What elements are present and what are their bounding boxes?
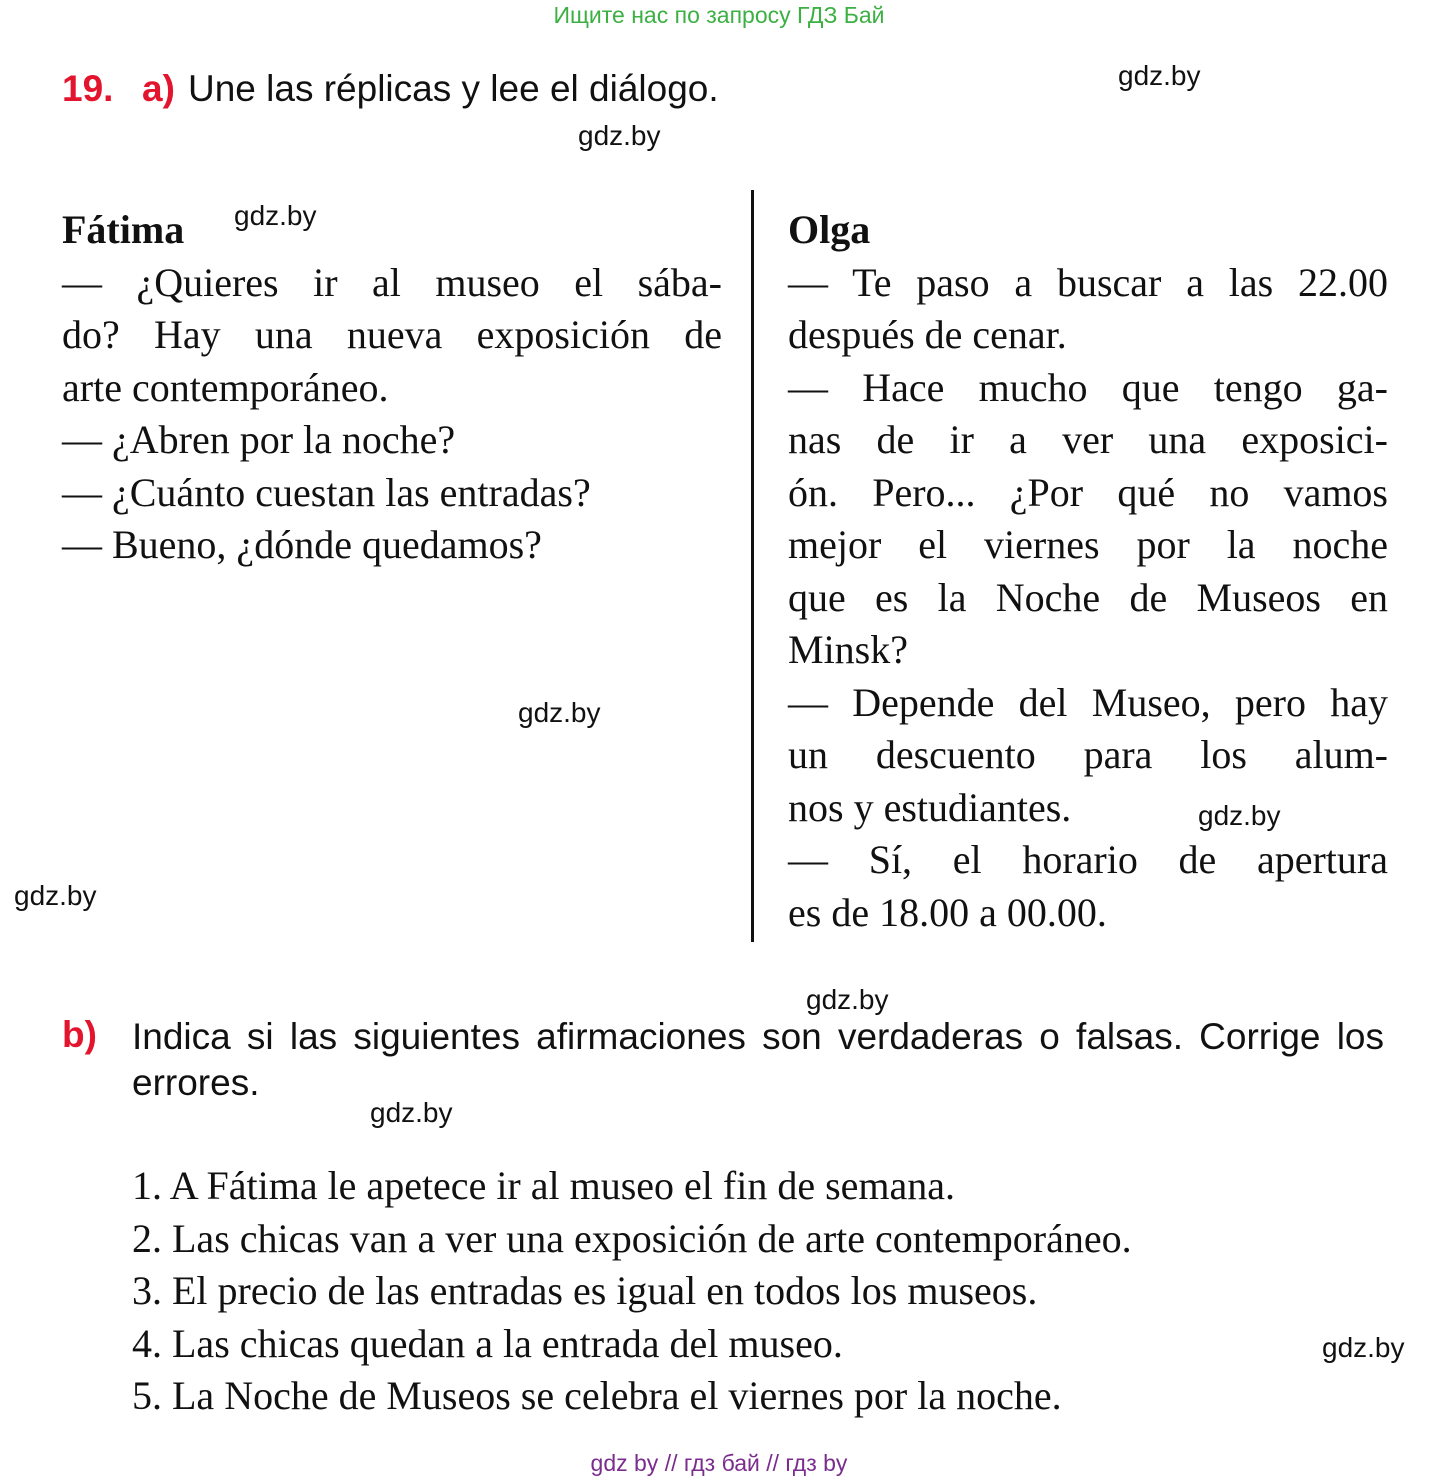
watermark: gdz.by bbox=[14, 880, 97, 911]
dialog-line: es de 18.00 a 00.00. bbox=[788, 889, 1107, 935]
footer-watermark: gdz by // гдз бай // гдз by bbox=[590, 1450, 848, 1476]
dialog-line: que es la Noche de Museos en bbox=[788, 574, 1388, 620]
watermark: gdz.by bbox=[1322, 1332, 1405, 1363]
dialog-line: — ¿Quieres ir al museo el sába- bbox=[62, 259, 722, 305]
watermark: gdz.by bbox=[518, 697, 601, 728]
dialog-line: — ¿Cuánto cuestan las entradas? bbox=[62, 469, 591, 515]
dialog-line: — Hace mucho que tengo ga- bbox=[788, 364, 1388, 410]
watermark: gdz.by bbox=[578, 120, 661, 151]
exercise-number: 19. bbox=[62, 68, 114, 109]
dialog-line: Minsk? bbox=[788, 627, 908, 672]
watermark: gdz.by bbox=[370, 1097, 453, 1128]
dialog-line: después de cenar. bbox=[788, 312, 1067, 357]
dialog-line: ón. Pero... ¿Por qué no vamos bbox=[788, 469, 1388, 515]
dialog-line: mejor el viernes por la noche bbox=[788, 522, 1388, 567]
watermark: gdz.by bbox=[1198, 800, 1281, 831]
dialog-line: — Te paso a buscar a las 22.00 bbox=[788, 259, 1388, 305]
dialog-line: un descuento para los alum- bbox=[788, 732, 1388, 777]
dialog-line: nas de ir a ver una exposici- bbox=[788, 417, 1388, 462]
dialog-column-olga bbox=[788, 204, 1388, 939]
speaker-name: Fátima bbox=[62, 207, 185, 252]
dialog-line: nos y estudiantes. bbox=[788, 784, 1072, 830]
top-banner: Ищите нас по запросу ГДЗ Бай bbox=[553, 2, 885, 28]
watermark: gdz.by bbox=[806, 984, 889, 1015]
statement-item: 4. Las chicas quedan a la entrada del museo. bbox=[132, 1320, 843, 1366]
watermark: gdz.by bbox=[1118, 60, 1201, 91]
statement-item: 5. La Noche de Museos se celebra el viernes por la noche. bbox=[132, 1373, 1062, 1418]
part-b-letter: b) bbox=[62, 1014, 97, 1055]
speaker-name: Olga bbox=[788, 207, 871, 252]
statement-item: 1. A Fátima le apetece ir al museo el fin de semana. bbox=[132, 1163, 956, 1208]
part-a-letter: a) bbox=[142, 68, 175, 109]
statement-item: 2. Las chicas van a ver una exposición de arte contemporáneo. bbox=[132, 1215, 1132, 1261]
part-a-instruction: Une las réplicas y lee el diálogo. bbox=[188, 68, 719, 109]
statements-list bbox=[132, 1160, 1392, 1423]
part-b-instruction: Indica si las siguientes afirmaciones son verdaderas o falsas. Corrige los errores. bbox=[132, 1016, 1384, 1103]
dialog-column-fatima bbox=[62, 204, 722, 572]
statement-item: 3. El precio de las entradas es igual en todos los museos. bbox=[132, 1268, 1038, 1313]
dialog-line: — Bueno, ¿dónde quedamos? bbox=[62, 522, 542, 567]
watermark: gdz.by bbox=[234, 200, 317, 231]
dialog-line: do? Hay una nueva exposición de bbox=[62, 312, 722, 357]
dialog-line: — ¿Abren por la noche? bbox=[62, 417, 456, 462]
column-divider bbox=[751, 190, 754, 942]
dialog-line: — Depende del Museo, pero hay bbox=[788, 679, 1388, 725]
dialog-line: arte contemporáneo. bbox=[62, 364, 389, 410]
dialog-line: — Sí, el horario de apertura bbox=[788, 837, 1388, 882]
